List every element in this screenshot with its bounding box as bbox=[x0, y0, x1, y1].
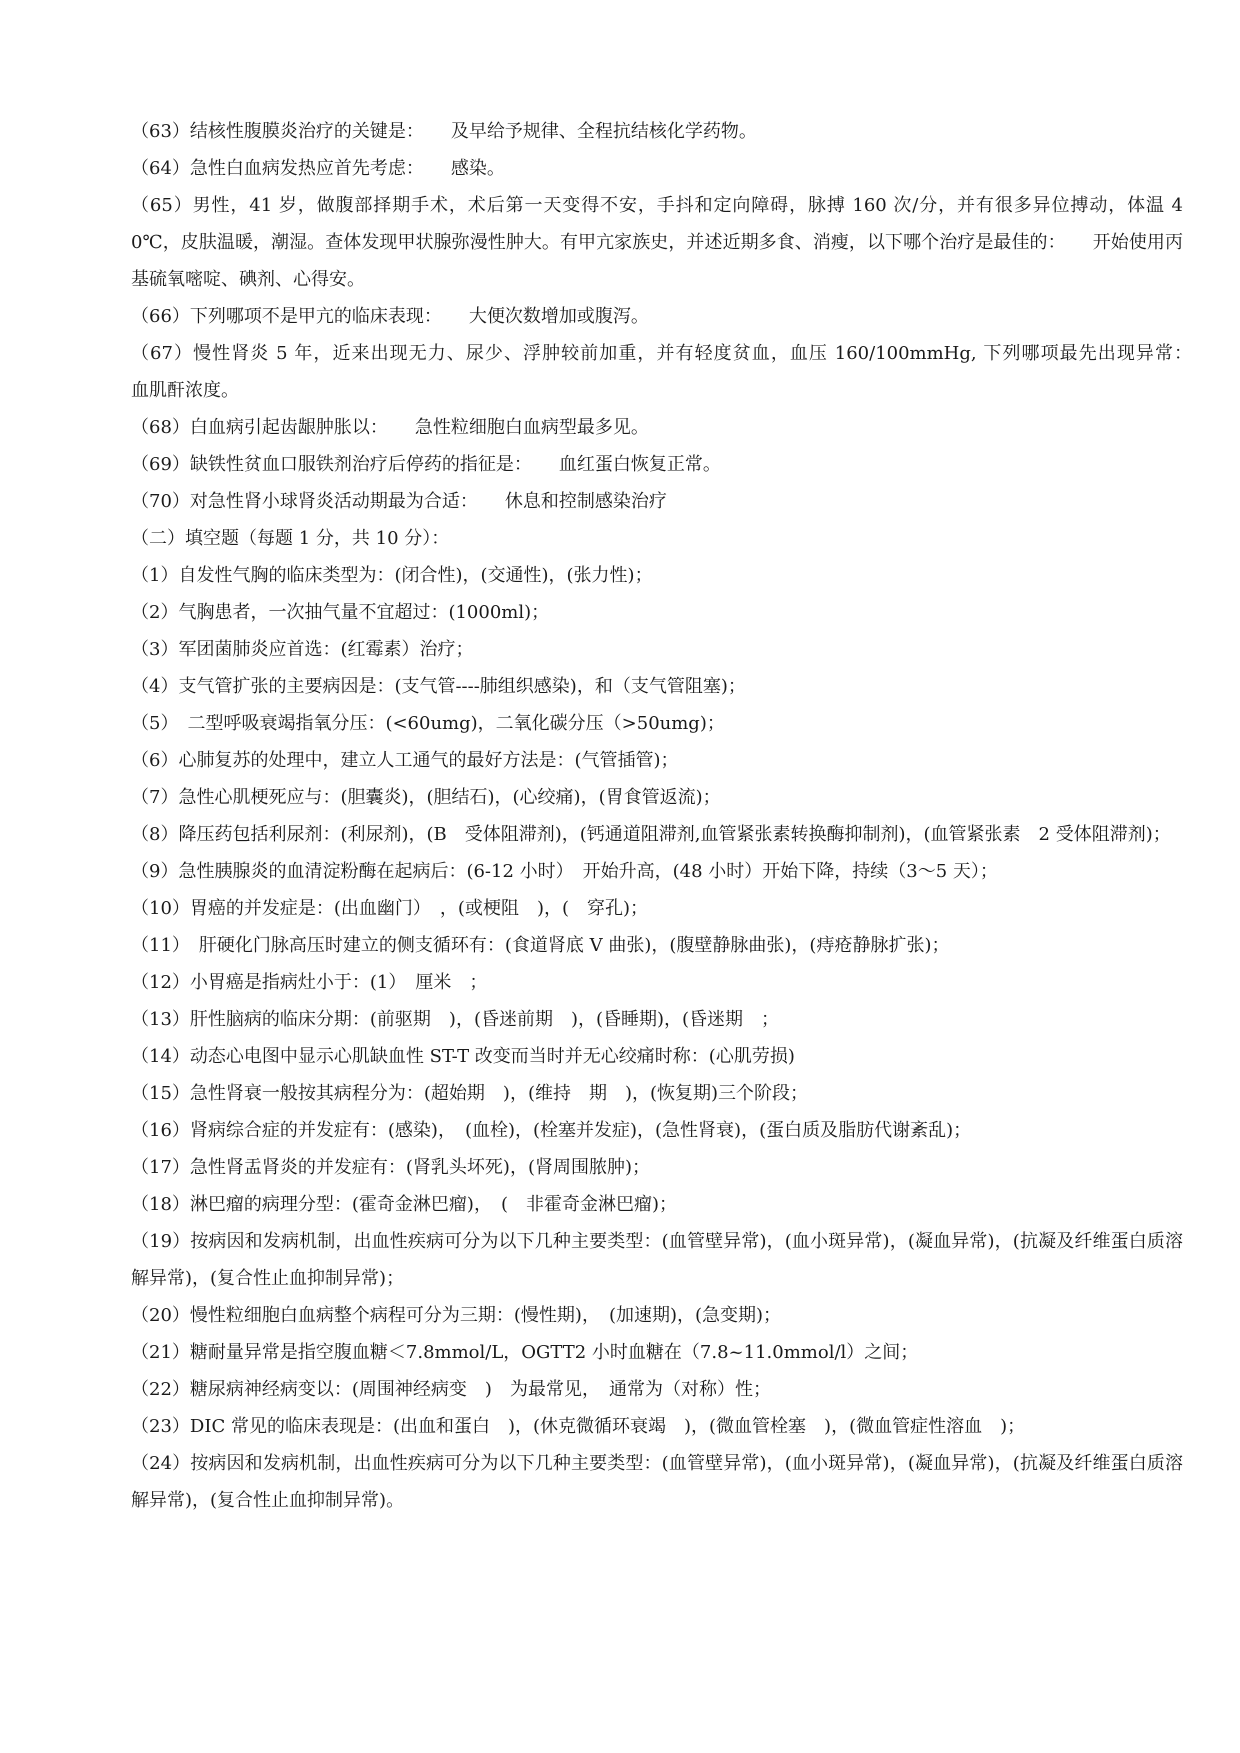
paragraph: （23）DIC 常见的临床表现是：(出血和蛋白 )，(休克微循环衰竭 )，(微血管栓塞 )，(微血管症性溶血 )； bbox=[131, 1416, 1026, 1437]
paragraph: （8）降压药包括利尿剂：(利尿剂)，(B 受体阻滞剂)，(钙通道阻滞剂,血管紧张素转换酶抑制剂)，(血管紧张素 2 受体阻滞剂)； bbox=[131, 824, 1171, 845]
paragraph: （66）下列哪项不是甲亢的临床表现： 大便次数增加或腹泻。 bbox=[131, 306, 649, 327]
paragraph: （67）慢性肾炎 5 年，近来出现无力、尿少、浮肿较前加重，并有轻度贫血，血压 160/100mmHg, 下列哪项最先出现异常： 血肌酐浓度。 bbox=[131, 343, 1220, 401]
paragraph: （17）急性肾盂肾炎的并发症有：(肾乳头坏死)，(肾周围脓肿)； bbox=[131, 1157, 650, 1178]
paragraph: （21）糖耐量异常是指空腹血糖＜7.8mmol/L，OGTT2 小时血糖在（7.8~11.0mmol/l）之间； bbox=[131, 1342, 919, 1363]
paragraph: （70）对急性肾小球肾炎活动期最为合适： 休息和控制感染治疗 bbox=[131, 491, 667, 512]
paragraph: （18）淋巴瘤的病理分型：(霍奇金淋巴瘤)， ( 非霍奇金淋巴瘤)； bbox=[131, 1194, 677, 1215]
paragraph: （7）急性心肌梗死应与：(胆囊炎)，(胆结石)，(心绞痛)，(胃食管返流)； bbox=[131, 787, 721, 808]
paragraph: （5） 二型呼吸衰竭指氧分压：(<60umg)，二氧化碳分压（>50umg)； bbox=[131, 713, 725, 734]
paragraph: （20）慢性粒细胞白血病整个病程可分为三期：(慢性期)， (加速期)，(急变期)； bbox=[131, 1305, 782, 1326]
paragraph: （3）军团菌肺炎应首选：(红霉素）治疗； bbox=[131, 639, 474, 660]
paragraph: （13）肝性脑病的临床分期：(前驱期 )，(昏迷前期 )，(昏睡期)，(昏迷期 ； bbox=[131, 1009, 780, 1030]
paragraph: （11） 肝硬化门脉高压时建立的侧支循环有：(食道肾底 V 曲张)，(腹壁静脉曲张)，(痔疮静脉扩张)； bbox=[131, 935, 950, 956]
paragraph: （4）支气管扩张的主要病因是：(支气管----肺组织感染)，和（支气管阻塞)； bbox=[131, 676, 746, 697]
paragraph: （22）糖尿病神经病变以：(周围神经病变 ) 为最常见， 通常为（对称）性； bbox=[131, 1379, 771, 1400]
paragraph: （15）急性肾衰一般按其病程分为：(超始期 )，(维持 期 )，(恢复期)三个阶段； bbox=[131, 1083, 809, 1104]
paragraph: （19）按病因和发病机制，出血性疾病可分为以下几种主要类型：(血管壁异常)，(血小斑异常)，(凝血异常)，(抗凝及纤维蛋白质溶解异常)，(复合性止血抑制异常)； bbox=[131, 1231, 1183, 1289]
paragraph: （2）气胸患者，一次抽气量不宜超过：(1000ml)； bbox=[131, 602, 550, 623]
paragraph: （65）男性，41 岁，做腹部择期手术，术后第一天变得不安，手抖和定向障碍，脉搏 160 次/分，并有很多异位搏动，体温 40℃，皮肤温暖，潮湿。查体发现甲状腺弥漫性肿大。有甲亢家族史，并述近期多食、消瘦，以下哪个治疗是最佳的： 开始使用丙基硫氧嘧啶、碘剂、心得安。 bbox=[131, 195, 1183, 290]
paragraph: （1）自发性气胸的临床类型为：(闭合性)，(交通性)，(张力性)； bbox=[131, 565, 653, 586]
paragraph: （63）结核性腹膜炎治疗的关键是： 及早给予规律、全程抗结核化学药物。 bbox=[131, 121, 757, 142]
paragraph: （二）填空题（每题 1 分，共 10 分）： bbox=[131, 528, 450, 549]
paragraph: （24）按病因和发病机制，出血性疾病可分为以下几种主要类型：(血管壁异常)，(血小斑异常)，(凝血异常)，(抗凝及纤维蛋白质溶解异常)，(复合性止血抑制异常)。 bbox=[131, 1453, 1183, 1511]
paragraph: （16）肾病综合症的并发症有：(感染)， (血栓)，(栓塞并发症)，(急性肾衰)，(蛋白质及脂肪代谢紊乱)； bbox=[131, 1120, 972, 1141]
paragraph: （9）急性胰腺炎的血清淀粉酶在起病后：(6-12 小时） 开始升高，(48 小时）开始下降，持续（3～5 天）； bbox=[131, 861, 998, 882]
paragraph: （64）急性白血病发热应首先考虑： 感染。 bbox=[131, 158, 505, 179]
paragraph: （14）动态心电图中显示心肌缺血性 ST-T 改变而当时并无心绞痛时称：(心肌劳损) bbox=[131, 1046, 795, 1067]
paragraph: （69）缺铁性贫血口服铁剂治疗后停药的指征是： 血红蛋白恢复正常。 bbox=[131, 454, 721, 475]
paragraph: （10）胃癌的并发症是：(出血幽门） ，(或梗阻 )，( 穿孔)； bbox=[131, 898, 649, 919]
paragraph: （12）小胃癌是指病灶小于：(1） 厘米 ； bbox=[131, 972, 488, 993]
paragraph: （68）白血病引起齿龈肿胀以： 急性粒细胞白血病型最多见。 bbox=[131, 417, 649, 438]
document-page bbox=[131, 113, 1220, 1519]
paragraph: （6）心肺复苏的处理中，建立人工通气的最好方法是：(气管插管)； bbox=[131, 750, 679, 771]
